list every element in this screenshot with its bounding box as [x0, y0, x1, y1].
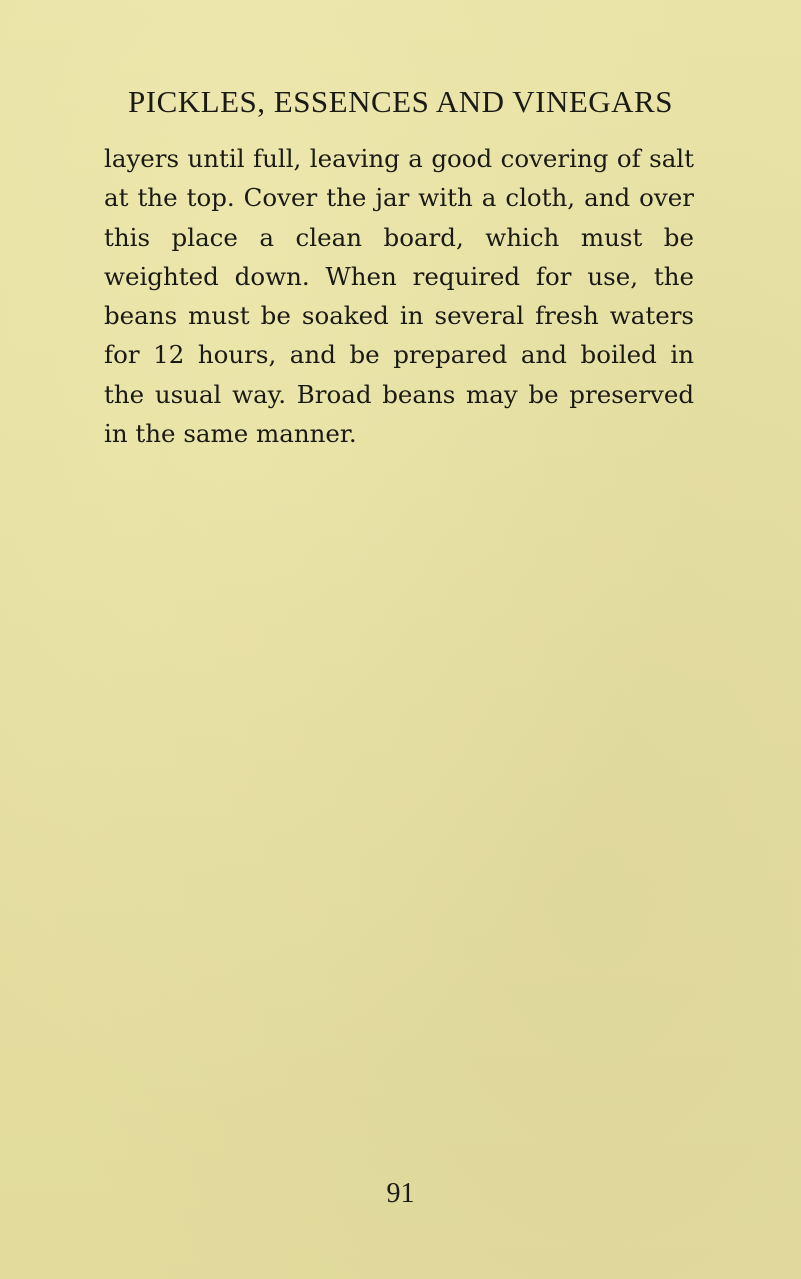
running-header: PICKLES, ESSENCES AND VINEGARS	[128, 84, 673, 119]
body-text	[104, 139, 694, 453]
paragraph: layers until full, leaving a good covering of salt at the top. Cover the jar with a cloth, and over this place a clean board, which must be weighted down. When required for use, the beans must be soaked in several fresh waters for 12 hours, and be prepared and boiled in the usual way. Broad beans may be preserved in the same manner.	[104, 144, 694, 449]
page-number: 91	[386, 1178, 415, 1209]
